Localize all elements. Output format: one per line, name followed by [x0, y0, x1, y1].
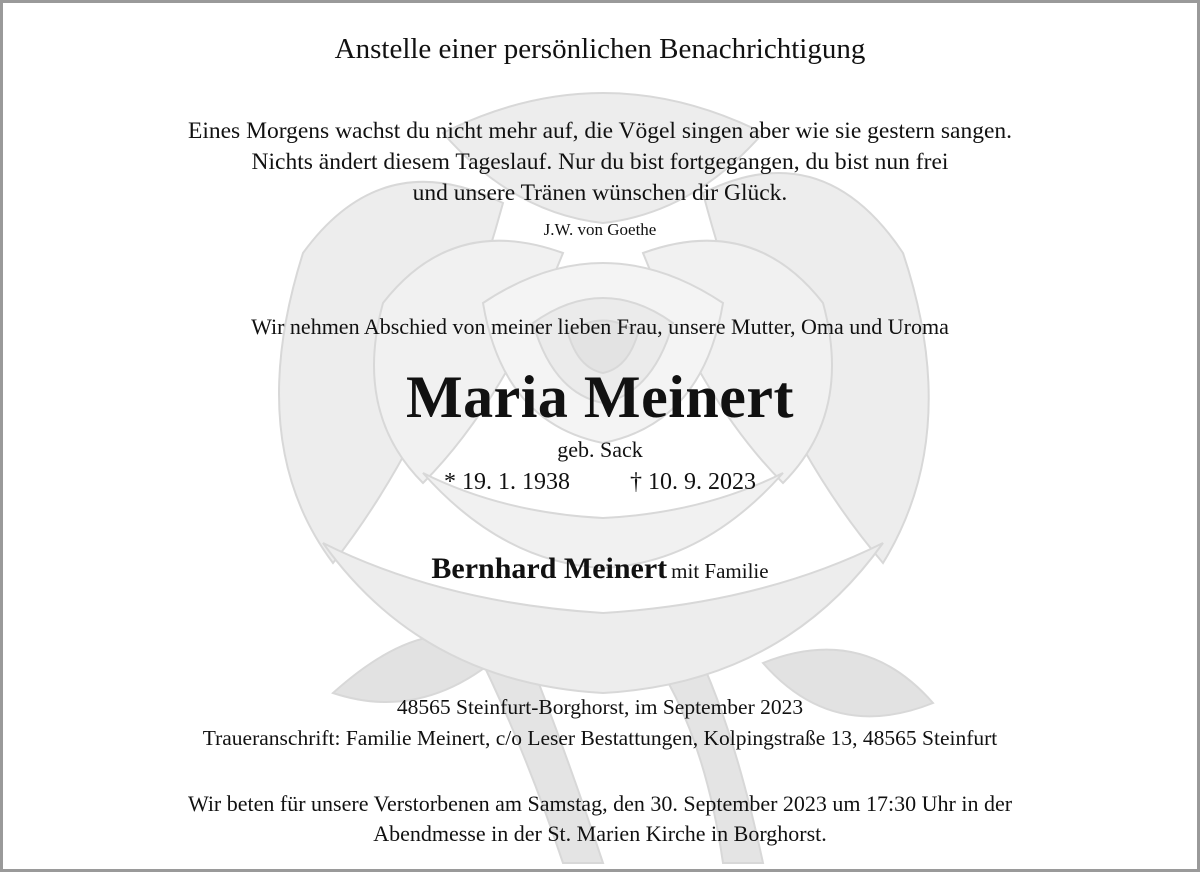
deceased-name: Maria Meinert	[406, 364, 794, 430]
service-info	[3, 789, 1197, 849]
birth-date: * 19. 1. 1938	[444, 469, 570, 495]
maiden-name: geb. Sack	[557, 437, 643, 462]
notice-heading: Anstelle einer persönlichen Benachrichtigung	[334, 33, 866, 65]
mourner-suffix: mit Familie	[671, 559, 769, 583]
farewell-intro: Wir nehmen Abschied von meiner lieben Frau, unsere Mutter, Oma und Uroma	[251, 314, 949, 339]
mourner-line	[3, 552, 1197, 586]
poem-author: J.W. von Goethe	[543, 220, 657, 239]
service-line: Abendmesse in der St. Marien Kirche in Borghorst.	[373, 821, 827, 846]
service-line: Wir beten für unsere Verstorbenen am Samstag, den 30. September 2023 um 17:30 Uhr in der	[187, 791, 1013, 816]
death-date: † 10. 9. 2023	[630, 469, 756, 495]
mourning-address: Traueranschrift: Familie Meinert, c/o Leser Bestattungen, Kolpingstraße 13, 48565 Steinfurt	[202, 726, 998, 750]
life-dates	[3, 469, 1197, 496]
mourner-name: Bernhard Meinert	[431, 552, 668, 585]
poem-line: und unsere Tränen wünschen dir Glück.	[412, 180, 788, 206]
poem-quote	[3, 116, 1197, 209]
place-date: 48565 Steinfurt-Borghorst, im September 2023	[396, 695, 804, 719]
poem-line: Eines Morgens wachst du nicht mehr auf, die Vögel singen aber wie sie gestern sangen.	[187, 118, 1013, 144]
poem-line: Nichts ändert diesem Tageslauf. Nur du bist fortgegangen, du bist nun frei	[251, 149, 949, 175]
